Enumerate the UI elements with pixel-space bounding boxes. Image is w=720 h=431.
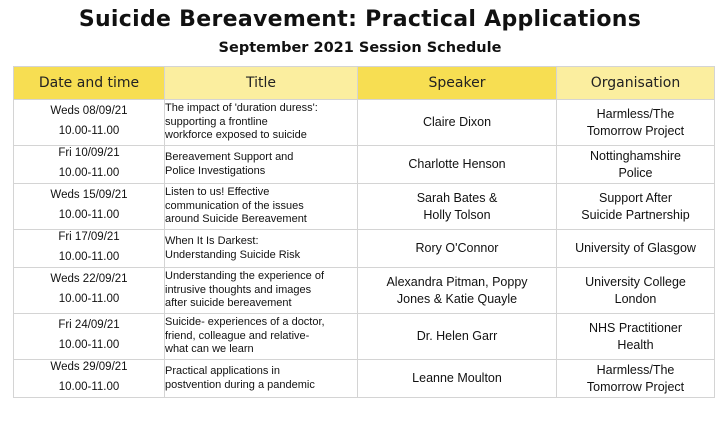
title-line: When It Is Darkest: xyxy=(165,235,259,247)
title-line: Listen to us! Effective xyxy=(165,186,270,199)
speaker-line: Sarah Bates & xyxy=(416,190,498,205)
column-header-date: Date and time xyxy=(14,67,165,100)
title-cell xyxy=(165,146,358,184)
table-row xyxy=(14,146,715,184)
org-line: Tomorrow Project xyxy=(586,379,685,394)
speaker-line: Holly Tolson xyxy=(423,207,491,222)
org-line: Harmless/The xyxy=(596,106,675,121)
org-line: Health xyxy=(617,337,654,352)
speaker-cell xyxy=(358,184,557,230)
speaker-line: Leanne Moulton xyxy=(412,371,502,385)
title-line: Understanding the experience of xyxy=(165,270,324,283)
organisation-cell xyxy=(557,100,715,146)
speaker-line: Jones & Katie Quayle xyxy=(396,291,518,306)
column-header-organisation: Organisation xyxy=(557,67,715,100)
speaker-line: Rory O'Connor xyxy=(415,241,499,255)
session-time: 10.00-11.00 xyxy=(58,125,120,137)
session-date: Weds 29/09/21 xyxy=(50,361,128,373)
title-line: Suicide- experiences of a doctor, xyxy=(165,316,325,329)
title-line: communication of the issues xyxy=(165,199,304,212)
date-cell xyxy=(14,100,165,146)
table-row xyxy=(14,184,715,230)
schedule-table xyxy=(13,66,715,398)
speaker-line: Dr. Helen Garr xyxy=(416,329,498,343)
date-cell xyxy=(14,360,165,398)
speaker-cell xyxy=(358,100,557,146)
organisation-cell xyxy=(557,360,715,398)
title-cell xyxy=(165,100,358,146)
session-date: Weds 08/09/21 xyxy=(50,105,128,117)
session-time: 10.00-11.00 xyxy=(58,209,120,221)
title-cell xyxy=(165,230,358,268)
title-line: supporting a frontline xyxy=(165,115,268,128)
title-line: The impact of 'duration duress': xyxy=(165,102,318,115)
date-cell xyxy=(14,230,165,268)
speaker-cell xyxy=(358,230,557,268)
title-line: Practical applications in xyxy=(165,365,280,377)
title-line: Bereavement Support and xyxy=(165,151,294,163)
organisation-cell xyxy=(557,314,715,360)
table-row xyxy=(14,230,715,268)
session-time: 10.00-11.00 xyxy=(58,293,120,305)
table-row xyxy=(14,360,715,398)
date-cell xyxy=(14,184,165,230)
title-line: after suicide bereavement xyxy=(165,297,292,310)
organisation-cell xyxy=(557,184,715,230)
page-title: Suicide Bereavement: Practical Applications xyxy=(78,7,642,32)
header-row xyxy=(14,67,715,100)
session-date: Weds 22/09/21 xyxy=(50,273,128,285)
date-cell xyxy=(14,146,165,184)
session-time: 10.00-11.00 xyxy=(58,167,120,179)
org-line: Police xyxy=(618,165,653,180)
org-line: University of Glasgow xyxy=(575,241,696,255)
title-cell xyxy=(165,184,358,230)
title-cell xyxy=(165,268,358,314)
session-time: 10.00-11.00 xyxy=(58,339,120,351)
speaker-cell xyxy=(358,268,557,314)
table-row xyxy=(14,314,715,360)
column-header-speaker: Speaker xyxy=(358,67,557,100)
page-subtitle: September 2021 Session Schedule xyxy=(218,40,502,56)
org-line: University College xyxy=(585,274,686,289)
title-line: intrusive thoughts and images xyxy=(165,283,312,296)
title-line: around Suicide Bereavement xyxy=(165,213,307,226)
table-row xyxy=(14,268,715,314)
speaker-cell xyxy=(358,146,557,184)
table-row xyxy=(14,100,715,146)
speaker-line: Claire Dixon xyxy=(422,115,492,129)
title-cell xyxy=(165,360,358,398)
org-line: Nottinghamshire xyxy=(589,148,681,163)
session-date: Fri 24/09/21 xyxy=(58,319,120,331)
org-line: NHS Practitioner xyxy=(588,320,683,335)
organisation-cell xyxy=(557,268,715,314)
org-line: Suicide Partnership xyxy=(581,207,690,222)
org-line: Support After xyxy=(599,190,672,205)
title-line: Understanding Suicide Risk xyxy=(165,248,301,261)
speaker-cell xyxy=(358,314,557,360)
title-line: Police Investigations xyxy=(165,164,266,177)
title-cell xyxy=(165,314,358,360)
title-line: what can we learn xyxy=(165,343,254,356)
org-line: Tomorrow Project xyxy=(586,123,685,138)
organisation-cell xyxy=(557,230,715,268)
date-cell xyxy=(14,314,165,360)
session-date: Fri 10/09/21 xyxy=(58,147,120,159)
title-line: friend, colleague and relative- xyxy=(165,329,310,342)
session-date: Weds 15/09/21 xyxy=(50,189,128,201)
title-line: workforce exposed to suicide xyxy=(165,129,307,142)
session-date: Fri 17/09/21 xyxy=(58,231,120,243)
date-cell xyxy=(14,268,165,314)
session-time: 10.00-11.00 xyxy=(58,381,120,393)
organisation-cell xyxy=(557,146,715,184)
title-line: postvention during a pandemic xyxy=(165,378,315,391)
session-time: 10.00-11.00 xyxy=(58,251,120,263)
speaker-cell xyxy=(358,360,557,398)
speaker-line: Charlotte Henson xyxy=(408,157,506,171)
speaker-line: Alexandra Pitman, Poppy xyxy=(386,274,528,289)
org-line: London xyxy=(614,291,657,306)
org-line: Harmless/The xyxy=(596,362,675,377)
column-header-title: Title xyxy=(165,67,358,100)
